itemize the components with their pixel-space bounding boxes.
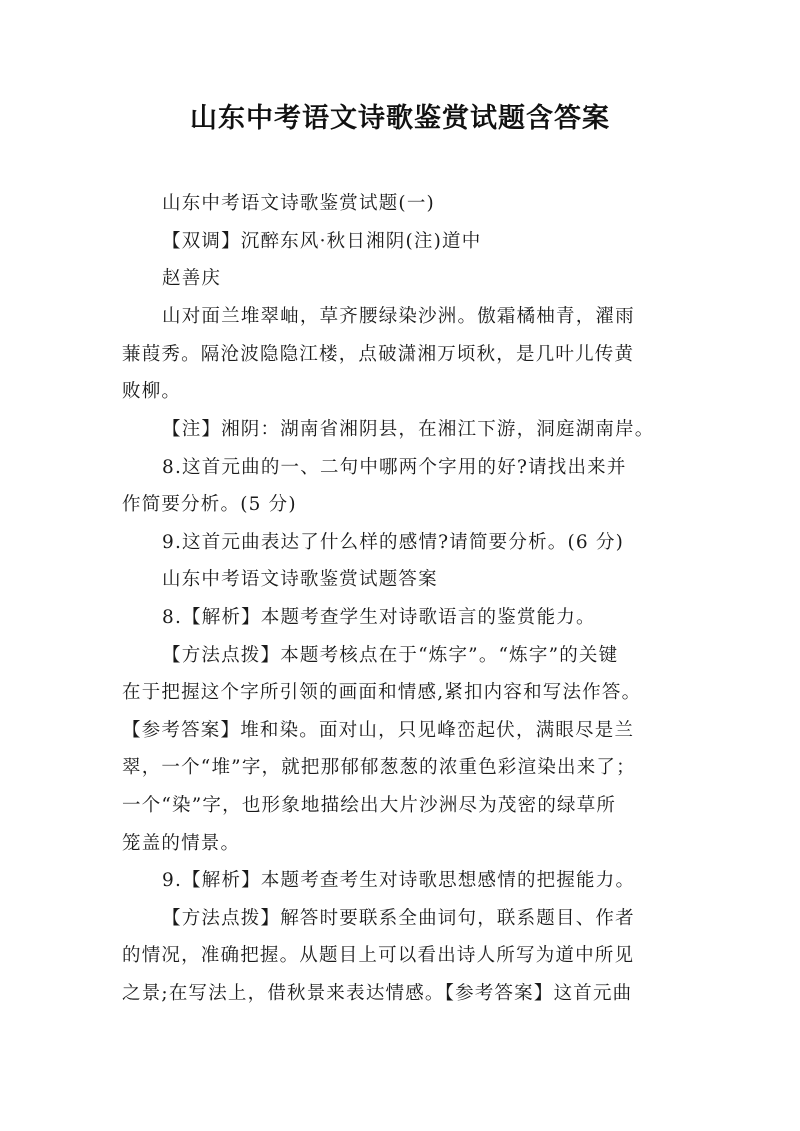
poem-author: 赵善庆 bbox=[162, 268, 222, 289]
answer-9-method: 【方法点拨】解答时要联系全曲词句，联系题目、作者 bbox=[162, 908, 635, 929]
answer-9-method-continued: 之景;在写法上，借秋景来表达情感。【参考答案】这首元曲 bbox=[122, 983, 633, 1004]
answer-8-reference-continued: 一个“染”字，也形象地描绘出大片沙洲尽为茂密的绿草所 bbox=[122, 795, 617, 816]
section-heading: 山东中考语文诗歌鉴赏试题(一) bbox=[162, 193, 435, 214]
answer-8-reference-continued: 翠，一个“堆”字，就把那郁郁葱葱的浓重色彩渲染出来了； bbox=[122, 757, 636, 778]
answer-9-analysis: 9.【解析】本题考查考生对诗歌思想感情的把握能力。 bbox=[162, 870, 636, 891]
poem-note: 【注】湘阴：湖南省湘阴县，在湘江下游，洞庭湖南岸。 bbox=[162, 419, 655, 440]
question-9: 9.这首元曲表达了什么样的感情?请简要分析。(6 分) bbox=[162, 532, 625, 553]
poem-text-line: 蒹葭秀。隔沧波隐隐江楼，点破潇湘万顷秋，是几叶儿传黄 bbox=[122, 344, 635, 365]
answer-8-reference: 【参考答案】堆和染。面对山，只见峰峦起伏，满眼尽是兰 bbox=[122, 720, 635, 741]
answer-8-reference-continued: 笼盖的情景。 bbox=[122, 833, 241, 854]
poem-text-line: 山对面兰堆翠岫，草齐腰绿染沙洲。傲霜橘柚青，濯雨 bbox=[162, 306, 635, 327]
answer-8-method: 【方法点拨】本题考核点在于“炼字”。“炼字”的关键 bbox=[162, 645, 619, 666]
answer-8-method-continued: 在于把握这个字所引领的画面和情感,紧扣内容和写法作答。 bbox=[122, 682, 642, 703]
answer-8-analysis: 8.【解析】本题考查学生对诗歌语言的鉴赏能力。 bbox=[162, 607, 596, 628]
question-8: 8.这首元曲的一、二句中哪两个字用的好?请找出来并 bbox=[162, 457, 627, 478]
poem-text-line: 败柳。 bbox=[122, 381, 182, 402]
answers-heading: 山东中考语文诗歌鉴赏试题答案 bbox=[162, 569, 438, 590]
document-title: 山东中考语文诗歌鉴赏试题含答案 bbox=[190, 103, 610, 134]
question-8-continued: 作简要分析。(5 分) bbox=[122, 494, 297, 515]
poem-title: 【双调】沉醉东风·秋日湘阴(注)道中 bbox=[162, 231, 482, 252]
answer-9-method-continued: 的情况，准确把握。从题目上可以看出诗人所写为道中所见 bbox=[122, 945, 635, 966]
